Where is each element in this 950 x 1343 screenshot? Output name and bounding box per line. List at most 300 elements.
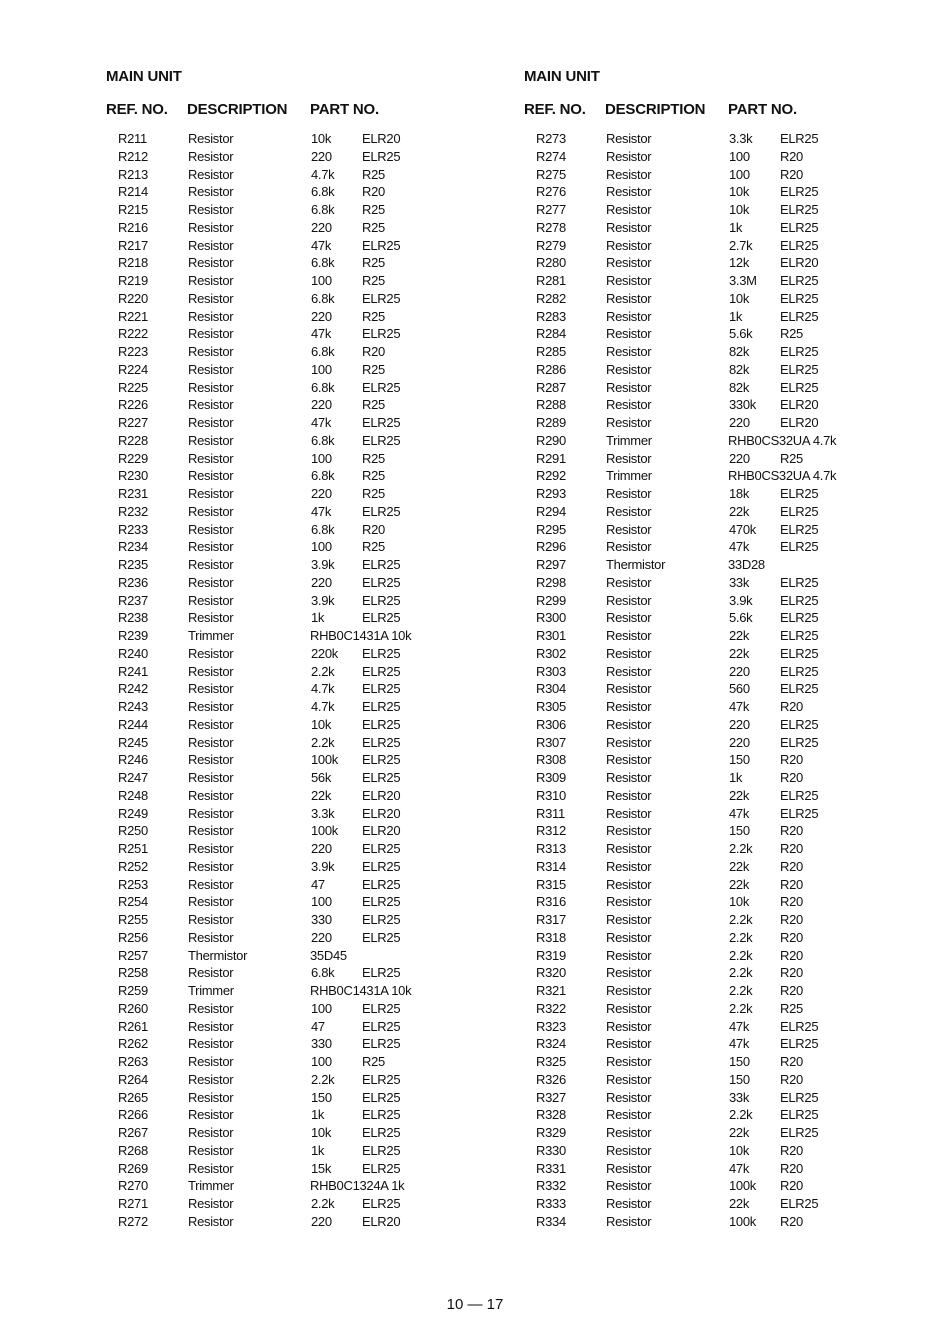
part-type: R25 — [362, 166, 385, 182]
description: Resistor — [188, 752, 234, 768]
description: Resistor — [606, 273, 652, 288]
ref-no: R290 — [536, 432, 566, 448]
part-type: R20 — [780, 752, 803, 768]
part-type: R20 — [780, 1213, 803, 1229]
parts-list — [106, 130, 432, 1231]
ref-no: R321 — [536, 983, 566, 998]
table-row — [106, 237, 432, 255]
part-type: R20 — [780, 699, 803, 714]
description: Resistor — [188, 681, 234, 697]
part-type: ELR25 — [780, 219, 819, 235]
table-row — [524, 1160, 850, 1178]
table-row — [524, 609, 850, 627]
table-row — [524, 769, 850, 787]
description: Trimmer — [606, 432, 652, 448]
table-row — [524, 698, 850, 716]
part-type: ELR25 — [362, 681, 401, 697]
ref-no: R236 — [118, 574, 148, 590]
table-row — [106, 911, 432, 929]
description: Resistor — [188, 1196, 234, 1211]
part-type: ELR25 — [780, 592, 819, 608]
part-value: 82k — [729, 379, 750, 395]
part-value: 100 — [311, 361, 332, 377]
ref-no: R273 — [536, 131, 566, 146]
ref-no: R258 — [118, 965, 148, 981]
ref-no: R281 — [536, 273, 566, 288]
table-row — [106, 1053, 432, 1071]
part-type: ELR25 — [780, 734, 819, 750]
ref-no: R292 — [536, 468, 566, 484]
part-type: ELR25 — [362, 770, 401, 785]
part-type: ELR20 — [780, 397, 819, 413]
part-value: 220 — [729, 716, 750, 732]
part-type: ELR25 — [780, 610, 819, 626]
part-type: R20 — [780, 148, 803, 164]
table-row — [106, 805, 432, 823]
part-value: 3.9k — [311, 557, 335, 572]
table-row — [106, 1071, 432, 1089]
table-row — [106, 485, 432, 503]
ref-no: R310 — [536, 787, 566, 803]
ref-no: R286 — [536, 361, 566, 377]
table-row — [106, 1160, 432, 1178]
part-value: 100 — [311, 1000, 332, 1016]
description: Resistor — [606, 592, 652, 608]
ref-no: R230 — [118, 468, 148, 484]
description: Resistor — [188, 965, 234, 981]
part-value: 100 — [311, 539, 332, 555]
part-value: 2.2k — [311, 734, 335, 750]
part-type: ELR25 — [362, 716, 401, 732]
ref-no: R264 — [118, 1071, 148, 1087]
ref-no: R296 — [536, 539, 566, 555]
part-value: 10k — [729, 184, 750, 200]
description: Resistor — [606, 308, 652, 324]
ref-no: R291 — [536, 450, 566, 466]
part-value: 330 — [311, 912, 332, 927]
part-type: R25 — [780, 450, 803, 466]
part-type: ELR25 — [362, 290, 401, 306]
ref-no: R259 — [118, 983, 148, 998]
description: Resistor — [188, 894, 234, 910]
part-type: R25 — [362, 468, 385, 484]
part-value: 15k — [311, 1160, 332, 1176]
part-type: R25 — [362, 273, 385, 288]
description: Resistor — [606, 326, 652, 342]
ref-no: R216 — [118, 219, 148, 235]
part-type: ELR25 — [780, 1196, 819, 1211]
table-row — [524, 432, 850, 450]
part-value: 47k — [729, 1018, 750, 1034]
part-type: ELR25 — [780, 308, 819, 324]
ref-no: R280 — [536, 255, 566, 271]
ref-no: R217 — [118, 237, 148, 253]
table-row — [106, 680, 432, 698]
table-row — [106, 450, 432, 468]
part-type: ELR25 — [780, 521, 819, 537]
description: Resistor — [188, 1054, 234, 1069]
part-type: R20 — [780, 1054, 803, 1069]
description: Resistor — [606, 752, 652, 768]
ref-no: R322 — [536, 1000, 566, 1016]
part-value: 82k — [729, 361, 750, 377]
description: Resistor — [188, 1107, 234, 1123]
table-row — [524, 1053, 850, 1071]
ref-no: R233 — [118, 521, 148, 537]
table-row — [524, 1106, 850, 1124]
table-row — [524, 964, 850, 982]
part-value: 47k — [729, 539, 750, 555]
part-value: 6.8k — [311, 379, 335, 395]
part-type: ELR20 — [362, 805, 401, 821]
part-type: ELR25 — [362, 415, 401, 430]
ref-no: R228 — [118, 432, 148, 448]
part-type: ELR25 — [780, 290, 819, 306]
description: Resistor — [188, 255, 234, 271]
table-row — [106, 254, 432, 272]
ref-no: R266 — [118, 1107, 148, 1123]
table-row — [524, 805, 850, 823]
part-value: 2.2k — [311, 663, 335, 679]
part-value: 6.8k — [311, 521, 335, 537]
parts-list — [524, 130, 850, 1231]
part-value: 47k — [729, 1160, 750, 1176]
part-type: R20 — [362, 521, 385, 537]
part-value: 220 — [311, 574, 332, 590]
part-value: 2.7k — [729, 237, 753, 253]
part-type: ELR25 — [362, 432, 401, 448]
table-row — [106, 308, 432, 326]
ref-no: R241 — [118, 663, 148, 679]
description: Resistor — [188, 1089, 234, 1105]
table-row — [106, 538, 432, 556]
description: Resistor — [606, 681, 652, 697]
ref-no: R218 — [118, 255, 148, 271]
description: Resistor — [606, 202, 652, 217]
ref-no: R319 — [536, 947, 566, 963]
table-row — [106, 432, 432, 450]
part-value: 150 — [311, 1089, 332, 1105]
description: Resistor — [606, 734, 652, 750]
part-value: 82k — [729, 344, 750, 359]
part-type: ELR25 — [780, 1125, 819, 1140]
ref-no: R315 — [536, 876, 566, 892]
part-value: 47k — [729, 699, 750, 714]
table-row — [524, 840, 850, 858]
description: Resistor — [188, 1160, 234, 1176]
part-value: 10k — [729, 894, 750, 910]
description: Resistor — [606, 1036, 652, 1052]
table-row — [106, 361, 432, 379]
description: Resistor — [606, 1213, 652, 1229]
ref-no-header: REF. NO. — [106, 101, 168, 118]
part-value: 6.8k — [311, 290, 335, 306]
part-value: 22k — [729, 503, 750, 519]
description: Resistor — [188, 415, 234, 430]
table-row — [106, 379, 432, 397]
table-row — [524, 858, 850, 876]
part-value: 100 — [729, 148, 750, 164]
part-no: RHB0CS32UA 4.7k — [728, 432, 837, 448]
ref-no: R324 — [536, 1036, 566, 1052]
part-type: R20 — [780, 858, 803, 874]
ref-no: R318 — [536, 929, 566, 945]
table-row — [106, 343, 432, 361]
table-row — [106, 947, 432, 965]
part-type: ELR25 — [780, 574, 819, 590]
left-column — [106, 66, 432, 1231]
ref-no: R239 — [118, 628, 148, 643]
ref-no: R297 — [536, 557, 566, 572]
part-type: ELR25 — [780, 486, 819, 501]
description: Resistor — [188, 787, 234, 803]
unit-title: MAIN UNIT — [524, 68, 600, 85]
part-type: ELR25 — [780, 539, 819, 555]
table-row — [524, 503, 850, 521]
part-type: ELR20 — [362, 131, 401, 146]
part-type: ELR25 — [780, 681, 819, 697]
description: Resistor — [188, 166, 234, 182]
description: Resistor — [606, 184, 652, 200]
unit-title: MAIN UNIT — [106, 68, 182, 85]
part-type: ELR25 — [780, 202, 819, 217]
description: Resistor — [188, 308, 234, 324]
ref-no: R333 — [536, 1196, 566, 1211]
description: Resistor — [606, 1196, 652, 1211]
table-row — [106, 1142, 432, 1160]
table-row — [524, 574, 850, 592]
ref-no: R307 — [536, 734, 566, 750]
part-type: ELR25 — [362, 1071, 401, 1087]
description: Resistor — [606, 645, 652, 661]
part-type: R20 — [780, 965, 803, 981]
part-value: 220 — [311, 1213, 332, 1229]
part-value: 47k — [311, 415, 332, 430]
ref-no: R311 — [536, 805, 565, 821]
ref-no: R246 — [118, 752, 148, 768]
table-row — [106, 982, 432, 1000]
ref-no: R242 — [118, 681, 148, 697]
table-row — [524, 592, 850, 610]
part-type: ELR20 — [362, 823, 401, 839]
table-row — [106, 148, 432, 166]
part-value: 220 — [311, 308, 332, 324]
description: Resistor — [606, 539, 652, 555]
part-value: 150 — [729, 1071, 750, 1087]
ref-no: R260 — [118, 1000, 148, 1016]
part-value: 5.6k — [729, 326, 753, 342]
part-type: ELR25 — [362, 610, 401, 626]
description: Resistor — [606, 415, 652, 430]
part-type: ELR25 — [362, 734, 401, 750]
description: Resistor — [606, 858, 652, 874]
ref-no: R223 — [118, 344, 148, 359]
description: Resistor — [606, 361, 652, 377]
part-type: ELR25 — [362, 841, 401, 856]
table-row — [106, 876, 432, 894]
part-value: 150 — [729, 752, 750, 768]
part-no: 33D28 — [728, 557, 765, 572]
description: Resistor — [606, 1160, 652, 1176]
table-row — [106, 219, 432, 237]
table-row — [524, 1177, 850, 1195]
ref-no-header: REF. NO. — [524, 101, 586, 118]
part-value: 4.7k — [311, 166, 335, 182]
part-value: 2.2k — [729, 912, 753, 927]
part-type: R20 — [362, 184, 385, 200]
part-value: 2.2k — [729, 947, 753, 963]
description: Resistor — [188, 1125, 234, 1140]
part-type: ELR25 — [362, 592, 401, 608]
table-row — [524, 237, 850, 255]
part-value: 3.9k — [311, 592, 335, 608]
ref-no: R331 — [536, 1160, 566, 1176]
ref-no: R279 — [536, 237, 566, 253]
ref-no: R327 — [536, 1089, 566, 1105]
part-type: R25 — [362, 539, 385, 555]
part-type: ELR25 — [362, 574, 401, 590]
table-row — [524, 130, 850, 148]
part-value: 560 — [729, 681, 750, 697]
part-value: 1k — [311, 610, 325, 626]
part-value: 100 — [311, 894, 332, 910]
ref-no: R231 — [118, 486, 148, 501]
description: Resistor — [188, 1018, 234, 1034]
description: Resistor — [606, 397, 652, 413]
table-row — [524, 166, 850, 184]
table-row — [524, 751, 850, 769]
table-row — [524, 556, 850, 574]
ref-no: R283 — [536, 308, 566, 324]
part-no-header: PART NO. — [310, 101, 379, 118]
part-value: 47k — [729, 805, 750, 821]
table-row — [524, 1000, 850, 1018]
ref-no: R305 — [536, 699, 566, 714]
part-value: 100k — [311, 823, 338, 839]
part-type: R20 — [780, 1071, 803, 1087]
description-header: DESCRIPTION — [187, 101, 288, 118]
table-row — [524, 734, 850, 752]
ref-no: R251 — [118, 841, 148, 856]
part-type: R20 — [780, 912, 803, 927]
part-type: ELR25 — [362, 752, 401, 768]
part-value: 2.2k — [729, 1000, 753, 1016]
part-type: R20 — [362, 344, 385, 359]
description: Resistor — [606, 1178, 652, 1194]
part-value: 47k — [311, 503, 332, 519]
table-row — [524, 521, 850, 539]
description: Resistor — [188, 574, 234, 590]
description: Resistor — [188, 326, 234, 342]
description: Resistor — [606, 965, 652, 981]
part-type: ELR25 — [362, 557, 401, 572]
part-type: R20 — [780, 770, 803, 785]
ref-no: R224 — [118, 361, 148, 377]
table-row — [106, 272, 432, 290]
description: Resistor — [606, 770, 652, 785]
description: Resistor — [188, 912, 234, 927]
description: Resistor — [606, 379, 652, 395]
part-value: 22k — [729, 876, 750, 892]
ref-no: R278 — [536, 219, 566, 235]
ref-no: R254 — [118, 894, 148, 910]
part-type: R25 — [362, 450, 385, 466]
table-row — [524, 1195, 850, 1213]
part-type: ELR25 — [362, 858, 401, 874]
table-row — [106, 645, 432, 663]
table-row — [106, 1213, 432, 1231]
part-value: 150 — [729, 1054, 750, 1069]
table-row — [524, 201, 850, 219]
ref-no: R221 — [118, 308, 148, 324]
part-value: 100 — [729, 166, 750, 182]
description: Resistor — [188, 1142, 234, 1158]
part-type: ELR25 — [362, 503, 401, 519]
ref-no: R282 — [536, 290, 566, 306]
part-value: 10k — [311, 131, 332, 146]
table-row — [524, 947, 850, 965]
ref-no: R238 — [118, 610, 148, 626]
description: Resistor — [606, 486, 652, 501]
table-row — [106, 1089, 432, 1107]
part-type: R25 — [362, 397, 385, 413]
table-row — [106, 414, 432, 432]
description: Resistor — [606, 841, 652, 856]
description: Resistor — [188, 486, 234, 501]
part-type: ELR25 — [780, 1018, 819, 1034]
part-value: 4.7k — [311, 699, 335, 714]
part-type: R25 — [780, 326, 803, 342]
table-row — [524, 361, 850, 379]
ref-no: R255 — [118, 912, 148, 927]
part-type: R20 — [780, 823, 803, 839]
part-value: 10k — [729, 290, 750, 306]
table-row — [524, 467, 850, 485]
part-type: R25 — [362, 361, 385, 377]
table-row — [106, 503, 432, 521]
ref-no: R248 — [118, 787, 148, 803]
table-row — [106, 325, 432, 343]
description: Resistor — [606, 716, 652, 732]
part-type: ELR25 — [780, 628, 819, 643]
description: Resistor — [188, 273, 234, 288]
description: Resistor — [606, 1018, 652, 1034]
part-type: ELR25 — [780, 716, 819, 732]
ref-no: R304 — [536, 681, 566, 697]
part-type: ELR20 — [362, 787, 401, 803]
part-type: ELR25 — [780, 1036, 819, 1052]
description: Trimmer — [188, 983, 234, 998]
ref-no: R316 — [536, 894, 566, 910]
part-value: 100 — [311, 450, 332, 466]
part-type: ELR25 — [780, 379, 819, 395]
part-value: 3.9k — [311, 858, 335, 874]
table-row — [524, 893, 850, 911]
description: Resistor — [188, 858, 234, 874]
ref-no: R262 — [118, 1036, 148, 1052]
part-value: 2.2k — [729, 1107, 753, 1123]
table-row — [524, 929, 850, 947]
part-type: R25 — [362, 255, 385, 271]
ref-no: R294 — [536, 503, 566, 519]
part-type: ELR25 — [780, 805, 819, 821]
part-value: 2.2k — [311, 1071, 335, 1087]
part-value: 6.8k — [311, 184, 335, 200]
ref-no: R269 — [118, 1160, 148, 1176]
table-row — [106, 609, 432, 627]
description: Resistor — [606, 823, 652, 839]
description: Resistor — [188, 1213, 234, 1229]
